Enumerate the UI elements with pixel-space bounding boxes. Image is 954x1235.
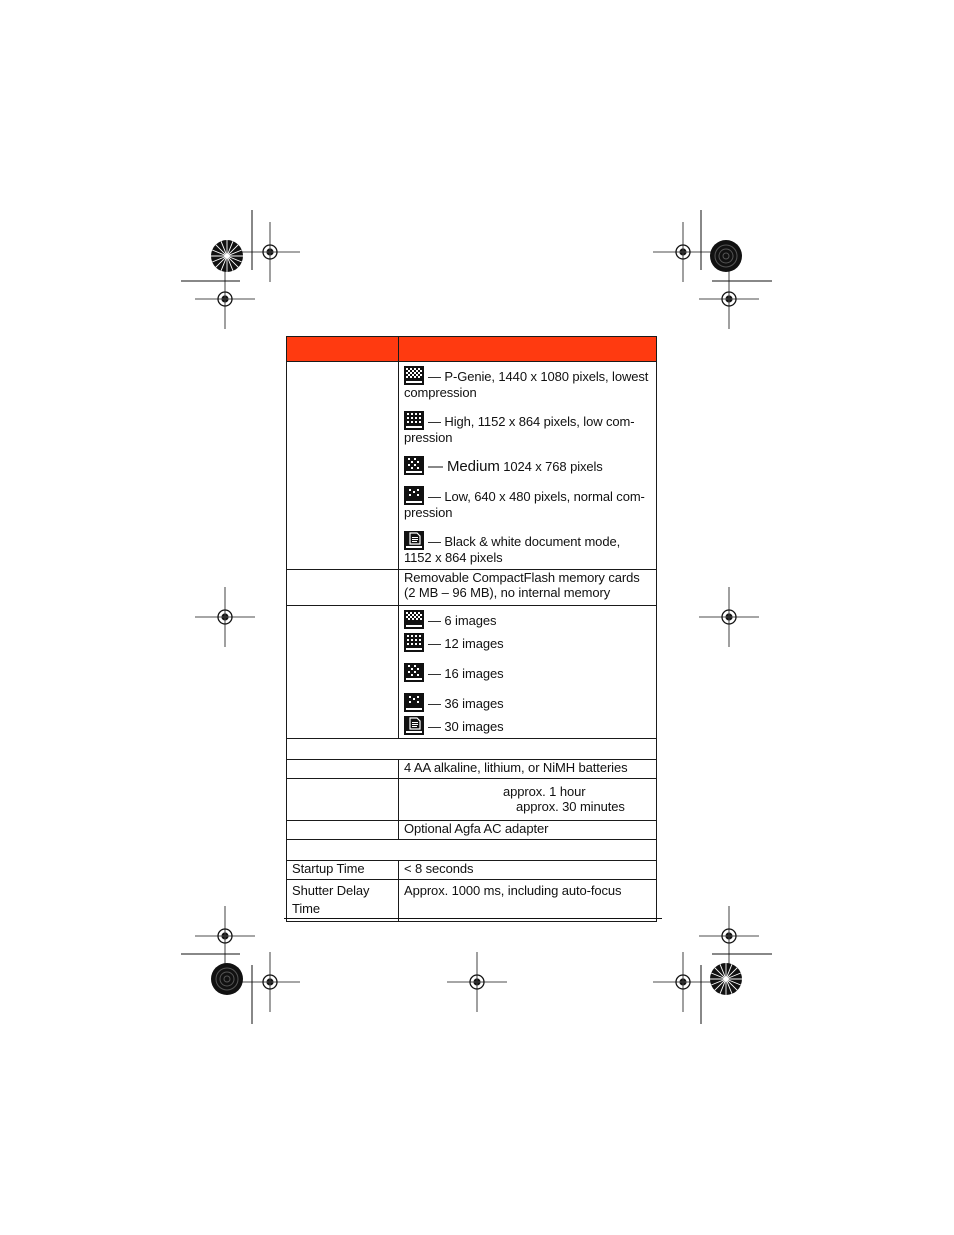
capacity-label-cell [287,606,399,739]
capacity-item [404,716,651,735]
pgenie-quality-icon [404,366,424,385]
resolution-item-text: 1024 x 768 pixels [499,459,603,474]
header-cell-left [287,337,399,362]
capacity-item [404,610,651,629]
capacity-row [287,606,657,739]
startup-label: Startup Time [287,861,399,880]
resolution-item [404,486,651,520]
adapter-label-cell [287,821,399,840]
battery-life-line: approx. 1 hour [503,784,586,799]
batteries-value-cell: 4 AA alkaline, lithium, or NiMH batteries [399,760,657,779]
battery-life-row [287,779,657,821]
startup-row [287,861,657,880]
specifications-table [286,336,657,922]
timing-section-cell [287,840,657,861]
battery-life-line: approx. 30 minutes [516,799,625,814]
resolution-item [404,456,651,475]
text-mode-icon [404,716,424,735]
resolution-item-text: — Low, 640 x 480 pixels, normal com-pression [404,489,645,520]
header-cell-right [399,337,657,362]
capacity-item [404,693,651,712]
capacity-item-text: — 30 images [428,719,504,734]
resolution-value-cell [399,362,657,570]
resolution-item-text: — Black & white document mode, 1152 x 864 pixels [404,534,621,565]
batteries-row [287,760,657,779]
capacity-item-text: — 6 images [428,613,497,628]
capacity-value-cell [399,606,657,739]
text-mode-icon [404,531,424,550]
adapter-row [287,821,657,840]
low-quality-icon [404,486,424,505]
battery-life-label-cell [287,779,399,821]
capacity-item [404,663,651,682]
capacity-item-text: — 16 images [428,666,504,681]
pgenie-quality-icon [404,610,424,629]
high-quality-icon [404,411,424,430]
storage-row [287,570,657,606]
adapter-value-cell: Optional Agfa AC adapter [399,821,657,840]
shutter-label: Shutter Delay Time [287,880,399,922]
resolution-item [404,366,651,400]
resolution-row [287,362,657,570]
capacity-item [404,633,651,652]
resolution-item-text: — P-Genie, 1440 x 1080 pixels, lowest compression [404,369,649,400]
shutter-row [287,880,657,922]
high-quality-icon [404,633,424,652]
resolution-item-text: — Medium [428,458,500,475]
table-header-row [287,337,657,362]
resolution-item [404,411,651,445]
power-section-row [287,739,657,760]
medium-quality-icon [404,456,424,475]
shutter-value: Approx. 1000 ms, including auto-focus [399,880,657,922]
bottom-rule [284,918,662,919]
power-section-cell [287,739,657,760]
storage-label-cell [287,570,399,606]
low-quality-icon [404,693,424,712]
resolution-item [404,531,651,565]
resolution-label-cell [287,362,399,570]
storage-value-cell: Removable CompactFlash memory cards (2 MB – 96 MB), no internal memory [399,570,657,606]
battery-life-value-cell [399,779,657,821]
capacity-item-text: — 36 images [428,696,504,711]
capacity-item-text: — 12 images [428,636,504,651]
timing-section-row [287,840,657,861]
startup-value: < 8 seconds [399,861,657,880]
medium-quality-icon [404,663,424,682]
resolution-item-text: — High, 1152 x 864 pixels, low com-pression [404,414,635,445]
batteries-label-cell [287,760,399,779]
